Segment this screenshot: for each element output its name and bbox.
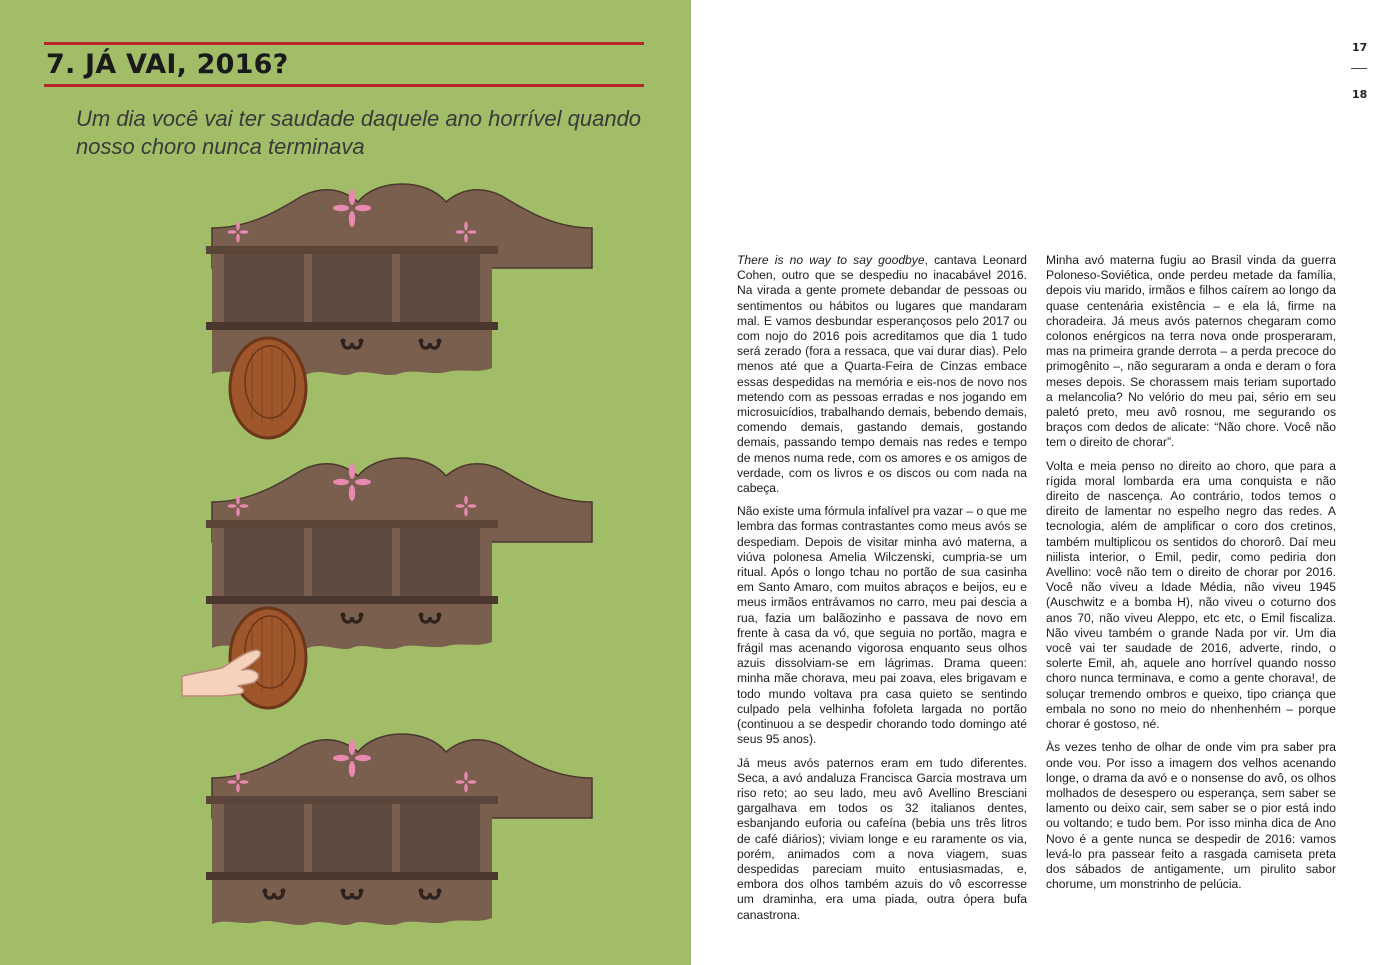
page-number-top: 17 bbox=[1352, 41, 1368, 54]
article-paragraph: Não existe uma fórmula infalível pra vazar – o que me lembra das formas contrastantes como meus avós se despediam. Depois de visitar minha avó materna, a viúva polonesa Amelia Wilczenski, cumpria-se um ritual. Após o longo tchau no portão de sua casinha em Santo Amaro, com muitos abraços e beijos, eu e meus irmãos entrávamos no carro, meu pai descia a rua, fazia um balãozinho e passava de novo em frente à casa da vó, que seguia no portão, magra e frágil mas acenando vigorosa enquanto seus olhos azuis dissolviam-se em lágrimas. Drama queen: minha mãe chorava, meu pai zoava, eles brigavam e todo mundo voltava pra casa quieto se sentindo culpado pela velhinha fofoleta largada no portão (continuou a se despedir chorando todo domingo até seus 95 anos). bbox=[737, 504, 1027, 747]
song-quote: There is no way to say goodbye bbox=[737, 253, 925, 267]
page-subtitle: Um dia você vai ter saudade daquele ano horrível quando nosso choro nunca terminava bbox=[76, 106, 642, 159]
article-paragraph: Volta e meia penso no direito ao choro, que para a rígida moral lombarda era uma conquista e não direito de nascença. Ao contrário, todos temos o direito de lamentar no espelho negro das redes. A tecnologia, além de amplificar o coro dos cretinos, também multiplicou os sentidos do chororô. Daí meu niilista interior, o Emil, pedir, como pediria don Avellino: você não tem o direito de chorar por 2016. Você não viveu a Idade Média, não viveu 1945 (Auschwitz e a bomba H), não viveu o coturno dos anos 70, não viveu Aleppo, etc etc, o Emil fiscaliza. Não viveu também o grande Nada por vir. Um dia você vai ter saudade de 2016, adverte, rindo, o solerte Emil, ah, aquele ano horrível quando nosso choro nunca terminava, e como a gente chorava!, de soluçar tremendo ombros e queixo, tipo criança que embala no sono no meio do nhenhenhém – porque chorar é gostoso, né. bbox=[1046, 458, 1336, 732]
article-paragraph: Minha avó materna fugiu ao Brasil vinda da guerra Poloneso-Soviética, onde perdeu metade da família, depois viu marido, irmãos e filhos caírem ao longo da quase centenária existência – e ela lá, firme na choradeira. Já meus avós paternos chegaram como colonos enérgicos na terra nova onde prosperaram, mas na primeira grande derrota – a perda precoce do primogênito –, não seguraram a onda e deram o fora meses depois. Se chorassem mais teriam suportado a melancolia? No velório do meu pai, sério em seu paletó preto, meu avô rosnou, me segurando os braços com dedos de alicate: “Não chore. Você não tem o direito de chorar”. bbox=[1046, 253, 1336, 450]
article-paragraph: Às vezes tenho de olhar de onde vim pra saber pra onde vou. Por isso a imagem dos velhos acenando longe, o drama da avó e o nonsense do avô, os olhos molhados de desespero ou esperança, sem saber se lamento ou deixo cair, sem saber se o pior está indo ou voltando; e tudo bem. Por isso minha dica de Ano Novo é a gente nunca se despedir de 2016: vamos levá-lo pra passear feito a rasgada camiseta preta dos sábados de antigamente, um pirulito sabor chorume, um monstrinho de pelúcia. bbox=[1046, 740, 1336, 892]
article-column-2 bbox=[1046, 253, 1336, 900]
page-number-separator bbox=[1351, 68, 1367, 69]
article-paragraph: Já meus avós paternos eram em tudo diferentes. Seca, a avó andaluza Francisca Garcia mostrava um riso reto; ao seu lado, meu avô Avellino Bresciani gargalhava em todos os 32 italianos dentes, esbanjando euforia ou cafeína (bebia uns três litros de café diários); viviam longe e eu raramente os via, porém, animados com a nova viagem, suas despedidas pareciam muito entusiasmadas, e, embora dos olhos também azuis do vô escorresse um draminha, era uma piada, outra ópera bufa canastrona. bbox=[737, 755, 1027, 922]
article-column-1 bbox=[737, 253, 1027, 931]
page-title: 7. JÁ VAI, 2016? bbox=[46, 49, 289, 80]
article-paragraph: There is no way to say goodbye, cantava Leonard Cohen, outro que se despediu no inacabável 2016. Na virada a gente promete debandar de pessoas ou sentimentos ou hábitos ou lugares que mandaram mal. E vamos desbundar esperançosos pelo 2017 ou com nojo do 2016 pois acreditamos que dia 1 tudo será zerado (fora a ressaca, que vai durar dias). Pelo menos até que a Quarta-Feira de Cinzas embace essas despedidas na memória e eis-nos de novo nos metendo com as pessoas erradas e nos jogando em microsuicídios, trabalhando demais, bebendo demais, comendo demais, gastando demais, gostando demais, passando tempo demais nas redes e tempo de menos numa rede, com os amores e os amigos de verdade, com os livros e os discos ou com nada na cabeça. bbox=[737, 253, 1027, 496]
page-number-bottom: 18 bbox=[1352, 88, 1368, 101]
coat-rack-3 bbox=[206, 734, 592, 925]
hat-1 bbox=[230, 338, 306, 438]
